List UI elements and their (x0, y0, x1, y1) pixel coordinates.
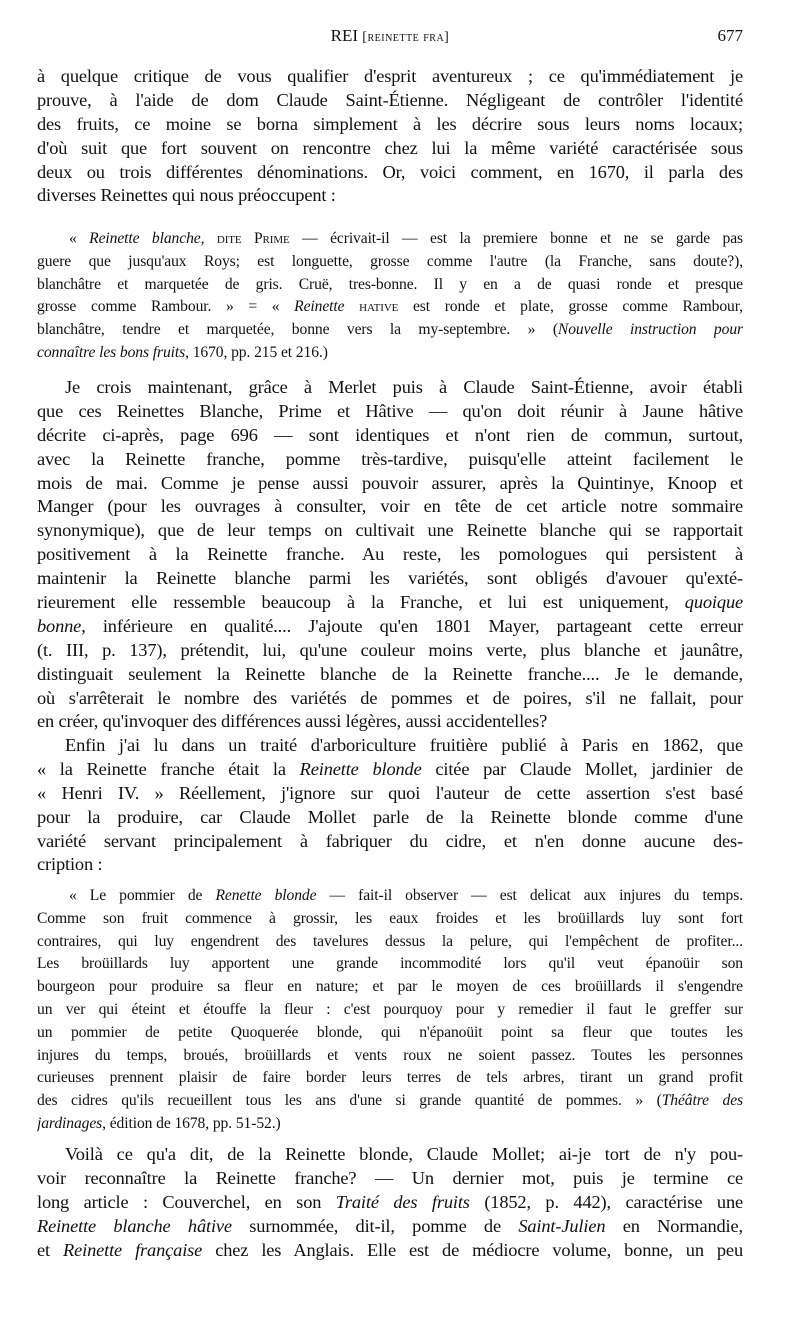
text-line: Je crois maintenant, grâce à Merlet puis à Claude Saint-Étienne, avoir établi (65, 377, 743, 397)
text-line (37, 1215, 743, 1239)
paragraph-4 (37, 1143, 743, 1262)
text-fragment: , (200, 230, 217, 247)
text-line: mois de mai. Comme je pense aussi pouvoir assurer, après la Quintinye, Knoop et (37, 472, 743, 493)
text-line: avec la Reinette franche, pomme très-tardive, puisqu'elle atteint facilement le (37, 448, 743, 469)
italic-term: bonne (37, 615, 82, 636)
text-line: distinguait seulement la Reinette blanche de la Reinette franche.... Je le demande, (37, 663, 743, 684)
italic-term: Reinette blanche hâtive (37, 1215, 232, 1236)
text-fragment: , inférieure en qualité.... J'ajoute qu'en 1801 Mayer, partageant cette erreur (81, 615, 743, 636)
text-fragment: citée par Claude Mollet, jardinier de (421, 758, 743, 779)
running-head-title (37, 26, 743, 46)
text-line (37, 591, 743, 615)
italic-term: quoique (684, 592, 743, 613)
text-fragment: long article : Couverchel, en son (37, 1191, 336, 1212)
small-caps-term: hative (344, 298, 399, 316)
italic-term: Reinette (294, 298, 345, 316)
paragraph-2 (37, 376, 743, 734)
quote-line: bourgeon pour produire sa fleur en nature; et par le moyen de ces broüillards il s'engendre (37, 978, 743, 996)
text-fragment: en Normandie, (605, 1215, 743, 1236)
quote-line: contraires, qui luy engendrent des tavelures dessus la pelure, qui l'empêchent de profiter... (37, 932, 743, 950)
citation-details: , 1670, pp. 215 et 216.) (185, 343, 328, 361)
text-line: voir reconnaître la Reinette franche? — Un dernier mot, puis je termine ce (37, 1167, 743, 1188)
quote-line: blanchâtre et marquetée de gris. Cruë, tres-bonne. Il y en a de quasi ronde et presque (37, 275, 743, 293)
text-fragment: chez les Anglais. Elle est de médiocre volume, bonne, un peu (202, 1239, 743, 1260)
text-line: à quelque critique de vous qualifier d'esprit aventureux ; ce qu'immédiatement je (37, 66, 743, 86)
text-line: maintenir la Reinette blanche parmi les variétés, sont obligés d'avouer qu'exté- (37, 568, 743, 589)
text-line: des fruits, ce moine se borna simplement à les décrire sous leurs noms locaux; (37, 113, 743, 134)
text-line: cription : (37, 854, 103, 875)
italic-term: Reinette française (63, 1239, 203, 1260)
quote-line (37, 296, 743, 319)
text-line: variété servant principalement à fabriquer du cidre, et n'en donne aucune des- (37, 830, 743, 851)
text-fragment: et (37, 1239, 64, 1260)
text-line: « Henri IV. » Réellement, j'ignore sur quoi l'auteur de cette assertion s'est basé (37, 782, 743, 803)
text-fragment: blanchâtre, tendre et marquetée, bonne vers la my-septembre. » ( (37, 321, 558, 339)
quote-line: guere que jusqu'aux Roys; est longuette, grosse comme l'autre (la Franche, sans doute?), (37, 252, 743, 270)
running-head-abbrev: REI (330, 26, 359, 45)
quote-line (37, 885, 743, 908)
italic-term: Reinette blanche (89, 230, 201, 247)
open-guillemet: « (69, 230, 90, 247)
citation-title: Théâtre des (661, 1092, 743, 1110)
citation-title: Nouvelle instruction pour (557, 321, 743, 339)
quote-line (37, 319, 743, 342)
quote-line: un ver qui éteint et étouffe la fleur : c'est pourquoy pour y remedier il faut le greffer sur (37, 1000, 743, 1018)
citation-title: jardinages (37, 1114, 103, 1132)
text-fragment: — écrivait-il — est la premiere bonne et ne se garde pas (289, 230, 743, 247)
text-fragment: surnommée, dit-il, pomme de (231, 1215, 519, 1236)
text-line: positivement à la Reinette franche. Au reste, les pomologues qui persistent à (37, 544, 743, 565)
quote-line: Les broüillards luy apportent une grande incommodité lors qu'il veut épanoüir son (37, 955, 743, 973)
page-number: 677 (717, 26, 743, 45)
quotation-2 (37, 885, 743, 1136)
quotation-1 (37, 228, 743, 365)
text-line (37, 758, 743, 782)
citation-title: connaître les bons fruits (37, 343, 186, 361)
quote-line: un pommier de petite Quoquerée blonde, qui n'épanoüit point sa fleur que toutes les (37, 1023, 743, 1041)
text-line: où s'arrêterait le nombre des variétés de pommes et de poires, s'il ne fallait, pour (37, 687, 743, 708)
running-head-bracket: [reinette fra] (362, 30, 450, 45)
quote-line: Comme son fruit commence à grossir, les eaux froides et les broüillards luy sont fort (37, 909, 743, 927)
quote-line (37, 228, 743, 251)
text-fragment: rieurement elle ressemble beaucoup à la Franche, et lui est uniquement, (37, 592, 669, 613)
text-fragment: grosse comme Rambour. » = « (37, 298, 295, 316)
italic-term: Reinette blonde (299, 758, 422, 779)
quote-line (37, 1090, 743, 1113)
quote-line (37, 1113, 743, 1136)
text-fragment: « la Reinette franche était la (37, 758, 300, 779)
italic-term: Renette blonde (215, 887, 317, 904)
quote-line: injures du temps, broués, broüillards et vents roux ne soient passez. Toutes les personnes (37, 1046, 743, 1064)
paragraph-3 (37, 734, 743, 877)
quote-line: curieuses prennent plaisir de faire border leurs terres de tels arbres, tirant un grand profit (37, 1069, 743, 1087)
text-fragment: — fait-il observer — est delicat aux injures du temps. (316, 887, 743, 904)
text-line: diverses Reinettes qui nous préoccupent : (37, 185, 336, 206)
quote-line (37, 342, 743, 365)
small-caps-term: dite Prime (216, 230, 290, 247)
text-line (37, 615, 743, 639)
citation-details: , édition de 1678, pp. 51-52.) (102, 1114, 281, 1132)
text-line: en créer, qu'invoquer des différences aussi légères, aussi accidentelles? (37, 711, 548, 732)
text-fragment: « Le pommier de (69, 887, 216, 904)
text-line: Enfin j'ai lu dans un traité d'arboriculture fruitière publié à Paris en 1862, que (65, 735, 743, 755)
text-fragment: est ronde et plate, grosse comme Rambour, (398, 298, 743, 316)
text-line: d'où suit que fort souvent on rencontre chez lui la même variété caractérisée sous (37, 137, 743, 158)
running-header (37, 26, 743, 52)
text-line: Voilà ce qu'a dit, de la Reinette blonde, Claude Mollet; ai-je tort de n'y pou- (65, 1144, 743, 1164)
text-line: décrite ci-après, page 696 — sont identiques et n'ont rien de commun, surtout, (37, 424, 743, 445)
text-fragment: (1852, p. 442), caractérise une (469, 1191, 743, 1212)
text-line: deux ou trois différentes dénominations. Or, voici comment, en 1670, il parla des (37, 161, 743, 182)
text-line: pour la produire, car Claude Mollet parle de la Reinette blonde comme d'une (37, 806, 743, 827)
italic-term: Saint-Julien (518, 1215, 606, 1236)
text-fragment: des cidres qu'ils recueillent tous les ans d'une si grande quantité de pommes. » ( (37, 1092, 662, 1110)
text-line: que ces Reinettes Blanche, Prime et Hâtive — qu'on doit réunir à Jaune hâtive (37, 400, 743, 421)
text-line: prouve, à l'aide de dom Claude Saint-Étienne. Négligeant de contrôler l'identité (37, 89, 743, 110)
text-line: (t. III, p. 137), prétendit, lui, qu'une couleur moins verte, plus blanche et jaunâtre, (37, 639, 743, 660)
citation-title: Traité des fruits (335, 1191, 470, 1212)
text-line (37, 1191, 743, 1215)
text-line: synonymique), que de leur temps on cultivait une Reinette blanche qui se rapportait (37, 520, 743, 541)
text-line: Manger (pour les ouvrages à consulter, voir en tête de cet article notre sommaire (37, 496, 743, 517)
paragraph-1 (37, 65, 743, 208)
text-line (37, 1239, 743, 1263)
